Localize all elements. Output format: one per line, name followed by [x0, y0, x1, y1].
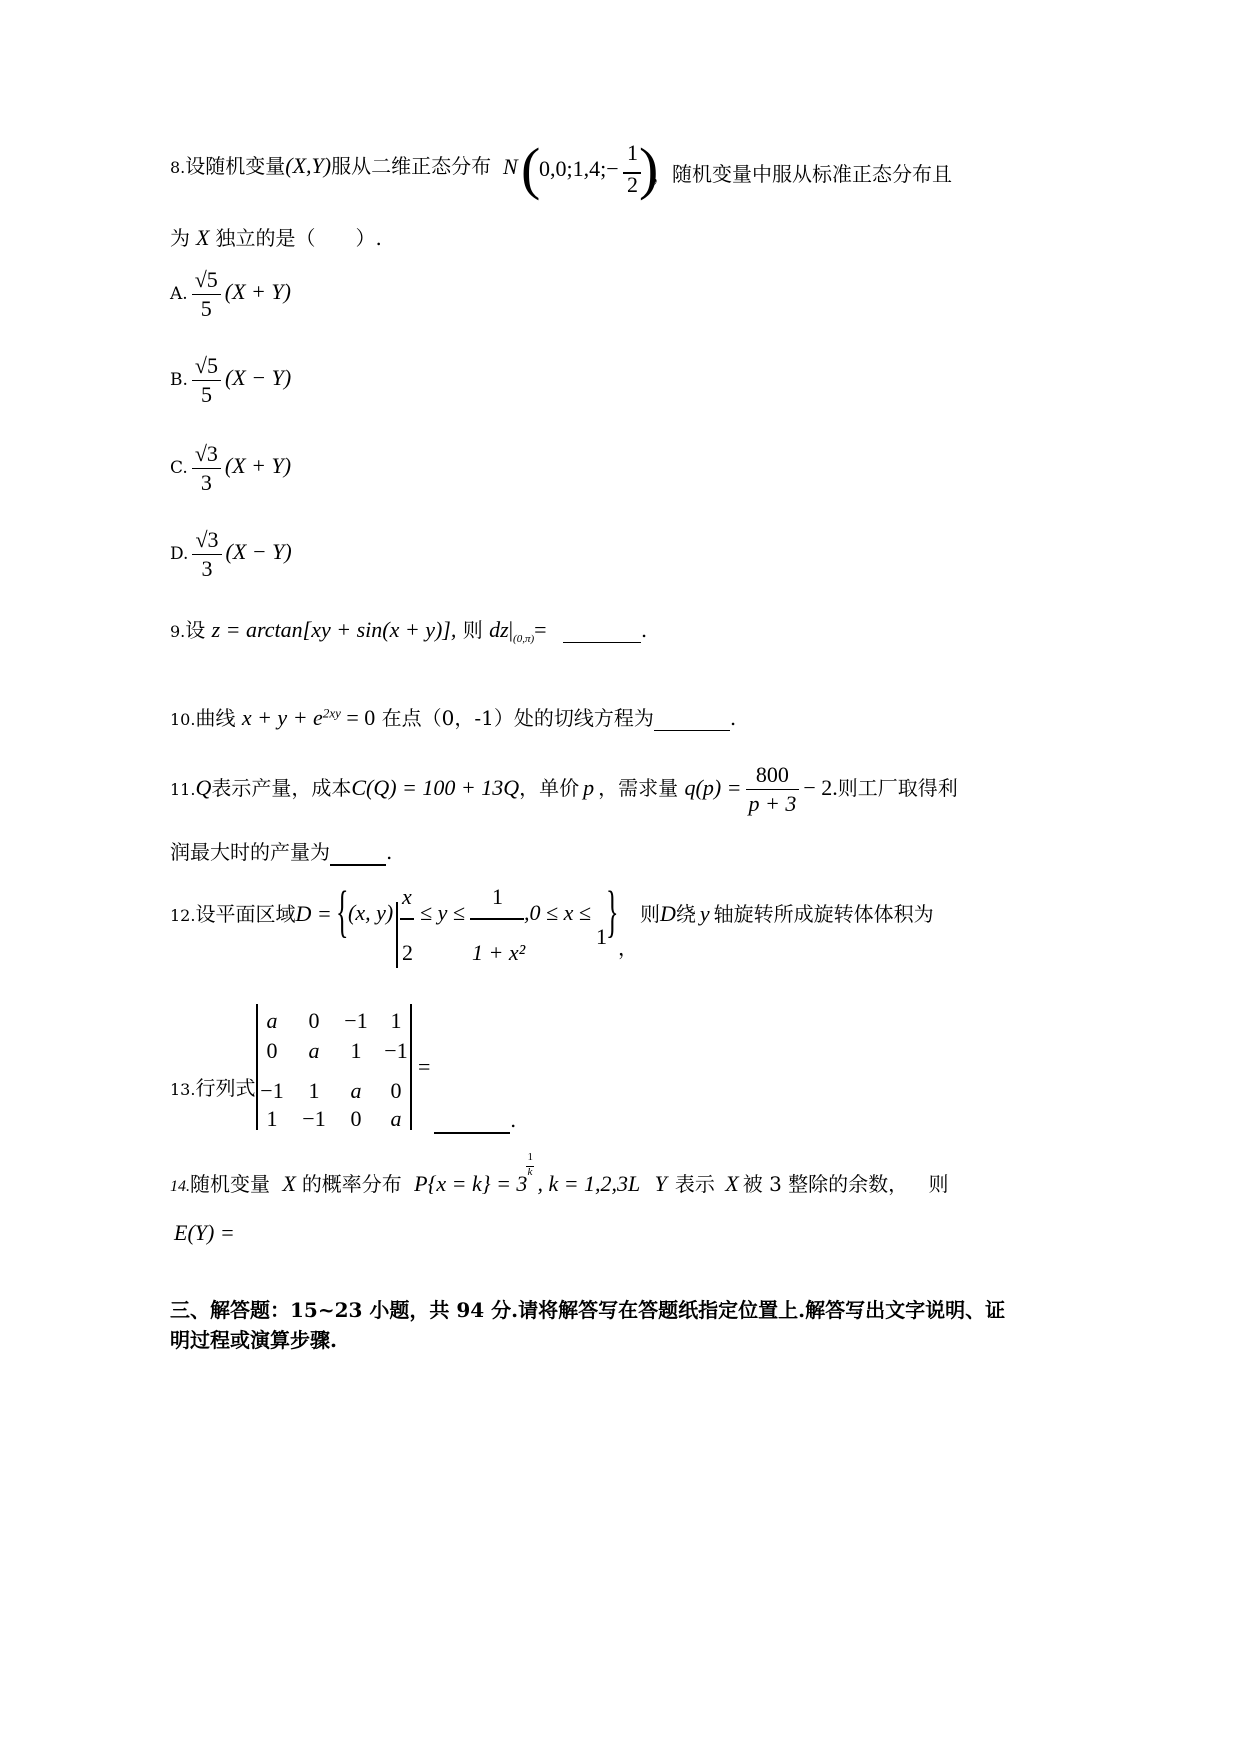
q11-line2-text: 润最大时的产量为	[170, 840, 330, 864]
q8-line2-a: 为	[170, 226, 190, 250]
q9-dot: .	[640, 618, 648, 642]
dist-params: 0,0;1,4;−	[539, 156, 619, 181]
det-cell: a	[308, 1038, 320, 1063]
q12-x-den: 2	[402, 940, 413, 965]
q12-prefix: 12.	[170, 906, 196, 925]
option-c[interactable]	[170, 440, 291, 497]
q10-text2: 在点（0，-1）处的切线方程为	[381, 706, 654, 730]
q10-answer-blank[interactable]	[654, 706, 730, 731]
q14-then: 则	[928, 1172, 949, 1196]
q13-eq: =	[418, 1054, 431, 1079]
det-cell: a	[350, 1078, 362, 1103]
q9-eq: =	[534, 617, 547, 642]
det-cell: −1	[302, 1106, 326, 1131]
q12-cond: ,0 ≤ x ≤	[524, 900, 591, 925]
option-d[interactable]	[170, 526, 292, 583]
q13-answer-blank[interactable]	[434, 1108, 510, 1134]
q12-tail	[640, 898, 934, 927]
q8-line1-tail: ，随机变量中服从标准正态分布且	[652, 162, 952, 186]
option-label: B.	[170, 370, 188, 390]
option-expr: (X − Y)	[225, 539, 292, 564]
q11-demand: q(p) =	[684, 775, 742, 800]
q12-x-frac-bar	[400, 918, 414, 920]
det-cell: 1	[308, 1078, 320, 1103]
q11-text-a: 表示产量，成本	[211, 776, 352, 800]
q10-dot: .	[729, 706, 737, 730]
q12-one-num: 1	[492, 884, 503, 909]
q14-prob: P{x = k} = 3	[414, 1171, 528, 1196]
q12-xy: (x, y)	[348, 900, 394, 925]
q12-comma: ，	[618, 936, 638, 960]
q13-dot: .	[510, 1108, 517, 1132]
frac-num: √3	[192, 526, 221, 555]
q11-frac-den: p + 3	[748, 791, 797, 816]
option-frac	[192, 266, 221, 323]
q12-one-frac-bar	[470, 918, 524, 920]
option-label: C.	[170, 458, 188, 478]
q14-ey: E(Y) =	[174, 1220, 235, 1245]
q14-kvals: , k = 1,2,3L	[537, 1171, 641, 1196]
option-b[interactable]	[170, 352, 291, 409]
option-label: D.	[170, 544, 189, 564]
option-frac	[192, 526, 221, 583]
q11-dot: .	[386, 840, 393, 864]
option-expr: (X + Y)	[224, 453, 292, 478]
q8-text-b: 服从二维正态分布	[331, 154, 492, 178]
option-expr: (X + Y)	[224, 279, 291, 304]
q14-text-c: 表示	[674, 1172, 715, 1196]
q11-text-c: ，需求量	[598, 776, 679, 800]
q11-p: p	[583, 775, 595, 800]
left-paren: (	[521, 136, 541, 201]
det-cell: a	[390, 1106, 402, 1131]
det-cell: 0	[266, 1038, 278, 1063]
q12-D: D =	[295, 901, 332, 926]
q12-prefix-line	[170, 898, 332, 927]
q14-line1	[170, 1151, 949, 1197]
q11-frac-num: 800	[746, 761, 800, 790]
q9-expr: z = arctan[xy + sin(x + y)],	[211, 617, 457, 642]
q11-line1	[170, 760, 958, 820]
q10-line	[170, 702, 736, 731]
q11-cost: C(Q) = 100 + 13Q	[351, 775, 520, 800]
det-cell: 0	[350, 1106, 362, 1131]
q8-prefix: 8.	[170, 158, 186, 177]
det-cell: 1	[390, 1008, 402, 1033]
q12-brace-close: }	[606, 880, 619, 944]
half-den: 2	[627, 172, 638, 197]
frac-den: 3	[200, 470, 212, 495]
q13-label	[170, 1072, 255, 1101]
option-frac	[192, 440, 221, 497]
q13-prefix: 13.	[170, 1080, 196, 1099]
dist-N: N	[503, 154, 518, 179]
option-label: A.	[170, 284, 188, 304]
q8-line2-X: X	[196, 225, 210, 250]
frac-den: 5	[200, 296, 212, 321]
det-cell: −1	[344, 1008, 368, 1033]
q10-prefix: 10.	[170, 710, 196, 729]
det-cell: 1	[266, 1106, 278, 1131]
option-a[interactable]	[170, 266, 291, 323]
q14-text-d: 被 3 整除的余数，	[742, 1172, 909, 1196]
q11-line2	[170, 836, 392, 866]
q12-text-b: 则	[640, 902, 660, 926]
det-cell: 1	[350, 1038, 362, 1063]
q14-X: X	[282, 1171, 296, 1196]
q13-determinant	[252, 1000, 422, 1132]
frac-den: 3	[201, 556, 213, 581]
frac-den: 5	[200, 382, 212, 407]
q9-then: 则	[462, 618, 483, 642]
q12-bar	[396, 902, 398, 968]
q12-text-a: 设平面区域	[195, 902, 296, 926]
q9-dz: dz	[489, 617, 509, 642]
q8-xy: (X,Y)	[285, 153, 332, 178]
q9-sub: (0,π)	[513, 633, 535, 645]
q14-text-a: 随机变量	[190, 1172, 270, 1196]
q11-tail: − 2.	[803, 775, 838, 800]
q8-line1	[170, 150, 491, 206]
q9-prefix: 9.	[170, 622, 186, 641]
q13-blank-wrap	[434, 1108, 516, 1134]
q14-exp	[527, 1151, 537, 1191]
frac-num: √5	[192, 352, 221, 381]
q11-text-d: 则工厂取得利	[837, 776, 958, 800]
frac-num: √3	[192, 440, 221, 469]
q10-sup: 2xy	[322, 705, 341, 721]
q12-y: y	[699, 901, 710, 926]
q11-answer-blank[interactable]	[330, 840, 386, 866]
q12-D2: D	[660, 901, 676, 926]
det-cell: a	[266, 1008, 278, 1033]
q11-text-b: ，单价	[519, 776, 580, 800]
q14-X2: X	[725, 1171, 739, 1196]
right-paren: )	[639, 136, 659, 201]
det-cell: −1	[260, 1078, 284, 1103]
q11-Q: Q	[195, 775, 212, 800]
det-cell: 0	[308, 1008, 320, 1033]
q14-exp-den: k	[527, 1166, 533, 1178]
q10-text: 曲线	[195, 706, 236, 730]
q11-frac	[746, 761, 800, 818]
q12-one-den: 1 + x²	[472, 940, 526, 965]
q9-answer-blank[interactable]	[563, 618, 641, 643]
det-cell: −1	[384, 1038, 408, 1063]
det-cell: 0	[390, 1078, 402, 1103]
q12-le-y-le: ≤ y ≤	[420, 900, 465, 925]
q14-prefix: 14.	[170, 1178, 190, 1195]
q11-prefix: 11.	[170, 780, 196, 799]
section3-line1: 三、解答题：15~23 小题，共 94 分.请将解答写在答题纸指定位置上.解答写出文字说明、证	[170, 1298, 1006, 1322]
q9-text: 设	[185, 618, 206, 642]
q12-text-c: 绕	[675, 902, 696, 926]
q12-x-num: x	[402, 884, 412, 909]
q13-text: 行列式	[195, 1076, 256, 1100]
q10-expr2: = 0	[340, 705, 376, 730]
q8-line2	[170, 222, 382, 251]
option-frac	[192, 352, 221, 409]
option-expr: (X − Y)	[224, 365, 292, 390]
q14-text-b: 的概率分布	[301, 1172, 402, 1196]
q9-line	[170, 614, 647, 645]
q8-text-a: 设随机变量	[185, 154, 286, 178]
q12-text-d: 轴旋转所成旋转体体积为	[713, 902, 934, 926]
q10-expr: x + y + e	[241, 705, 323, 730]
q14-Y: Y	[654, 1171, 667, 1196]
half-num: 1	[627, 140, 638, 165]
frac-num: √5	[192, 266, 221, 295]
q9-bar: |	[508, 617, 514, 642]
q12-one: 1	[596, 924, 607, 949]
q14-exp-num: 1	[527, 1151, 533, 1163]
q12-brace-open: {	[336, 880, 349, 944]
q8-line2-b: 独立的是（ ）.	[215, 226, 382, 250]
section3-line2: 明过程或演算步骤.	[170, 1328, 337, 1352]
q12-set	[336, 880, 636, 970]
